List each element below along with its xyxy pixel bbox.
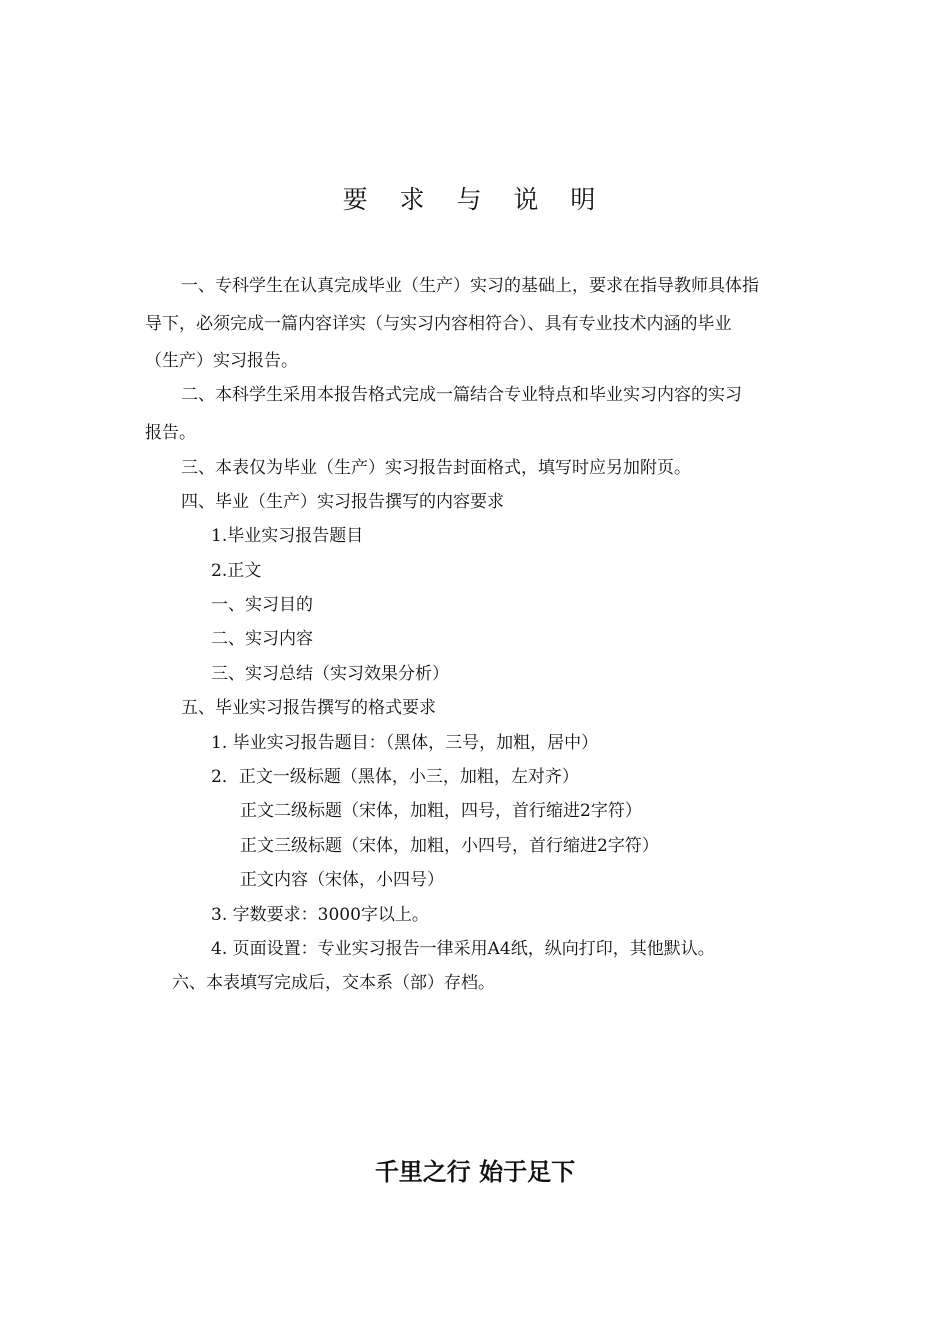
content-subitem-1: 一、实习目的	[211, 595, 313, 615]
content-item-2: 2.正文	[211, 561, 262, 581]
format-item-4: 4. 页面设置：专业实习报告一律采用A4纸，纵向打印，其他默认。	[211, 939, 715, 959]
paragraph-1-line-3: （生产）实习报告。	[145, 351, 298, 371]
content-item-1: 1.毕业实习报告题目	[211, 526, 364, 546]
paragraph-4-heading: 四、毕业（生产）实习报告撰写的内容要求	[181, 492, 504, 512]
paragraph-3: 三、本表仅为毕业（生产）实习报告封面格式，填写时应另加附页。	[181, 458, 691, 478]
format-item-2-sub-1: 正文二级标题（宋体，加粗，四号，首行缩进2字符）	[240, 801, 642, 821]
content-subitem-3: 三、实习总结（实习效果分析）	[211, 664, 449, 684]
paragraph-2-line-2: 报告。	[145, 423, 196, 443]
paragraph-1-line-1: 一、专科学生在认真完成毕业（生产）实习的基础上，要求在指导教师具体指	[181, 276, 759, 296]
format-item-2-sub-3: 正文内容（宋体，小四号）	[240, 870, 444, 890]
content-subitem-2: 二、实习内容	[211, 629, 313, 649]
paragraph-5-heading: 五、毕业实习报告撰写的格式要求	[181, 698, 436, 718]
format-item-1: 1. 毕业实习报告题目：（黑体，三号，加粗，居中）	[211, 733, 599, 753]
format-item-3: 3. 字数要求：3000字以上。	[211, 905, 429, 925]
paragraph-2-line-1: 二、本科学生采用本报告格式完成一篇结合专业特点和毕业实习内容的实习	[181, 385, 742, 405]
page-title: 要 求 与 说 明	[342, 185, 608, 214]
format-item-2: 2．正文一级标题（黑体，小三，加粗，左对齐）	[211, 767, 579, 787]
footer-motto: 千里之行 始于足下	[374, 1158, 576, 1186]
paragraph-6: 六、本表填写完成后，交本系（部）存档。	[172, 973, 495, 993]
format-item-2-sub-2: 正文三级标题（宋体，加粗，小四号，首行缩进2字符）	[240, 836, 659, 856]
paragraph-1-line-2: 导下，必须完成一篇内容详实（与实习内容相符合）、具有专业技术内涵的毕业	[145, 314, 732, 334]
